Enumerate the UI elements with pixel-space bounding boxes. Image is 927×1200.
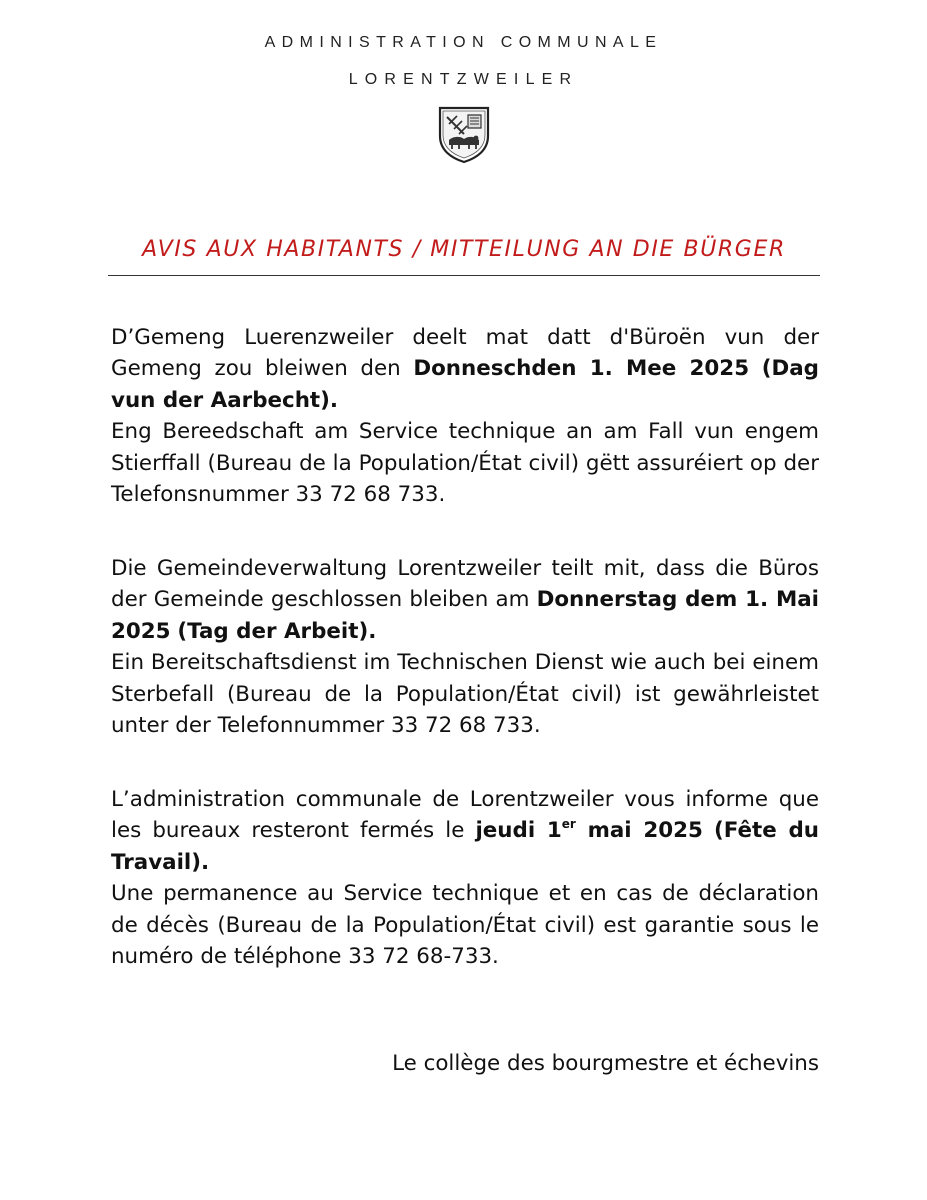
lb-paren-close: ).: [320, 387, 339, 413]
fr-holiday-name: Fête du Travail: [111, 818, 819, 875]
de-intro-text: Die Gemeindeverwaltung Lorentzweiler teilt mit, dass die Büros der Gemeinde geschlossen bleiben am: [111, 556, 819, 613]
fr-closure-day: jeudi 1: [475, 818, 562, 844]
lb-paren-open: (: [761, 356, 772, 382]
lb-space: [749, 356, 762, 381]
french-paragraph: [111, 784, 819, 972]
de-paren-open: (: [177, 618, 188, 644]
fr-paren-close: ).: [191, 849, 210, 875]
fr-standby-text: Une permanence au Service technique et en cas de déclaration de décès (Bureau de la Population/État civil) est garantie sous le numéro de téléphone 33 72 68-733.: [111, 881, 819, 970]
lb-intro-text: D’Gemeng Luerenzweiler deelt mat datt d'Büroën vun der Gemeng zou bleiwen den: [111, 325, 819, 382]
notice-title: AVIS AUX HABITANTS / MITTEILUNG AN DIE BÜRGER: [142, 237, 786, 262]
german-paragraph: [111, 553, 819, 741]
municipal-coat-of-arms-icon: [437, 106, 491, 164]
de-standby-text: Ein Bereitschaftsdienst im Technischen Dienst wie auch bei einem Sterbefall (Bureau de la Population/État civil) ist gewährleistet unter der Telefonnummer 33 72 68 733.: [111, 650, 819, 739]
fr-ordinal-superscript: er: [561, 817, 576, 832]
fr-closure-month: mai 2025: [575, 818, 703, 844]
title-divider: [108, 275, 820, 276]
fr-space: [703, 818, 714, 843]
signature: Le collège des bourgmestre et échevins: [392, 1051, 819, 1076]
de-paren-close: ).: [358, 618, 377, 644]
fr-intro-text: L’administration communale de Lorentzweiler vous informe que les bureaux resteront fermés le: [111, 787, 819, 844]
de-closure-date: Donnerstag dem 1. Mai 2025: [111, 587, 819, 644]
de-holiday-name: Tag der Arbeit: [187, 618, 359, 644]
lb-standby-text: Eng Bereedschaft am Service technique an am Fall vun engem Stierffall (Bureau de la Population/État civil) gëtt assuréiert op der Telefonsnummer 33 72 68 733.: [111, 419, 819, 508]
lb-closure-date: Donneschden 1. Mee 2025: [413, 356, 750, 382]
fr-paren-open: (: [713, 818, 724, 844]
lb-holiday-name: Dag vun der Aarbecht: [111, 356, 819, 413]
header-commune-name: LORENTZWEILER: [348, 71, 579, 88]
header-administration: ADMINISTRATION COMMUNALE: [264, 34, 663, 51]
luxembourgish-paragraph: [111, 322, 819, 510]
